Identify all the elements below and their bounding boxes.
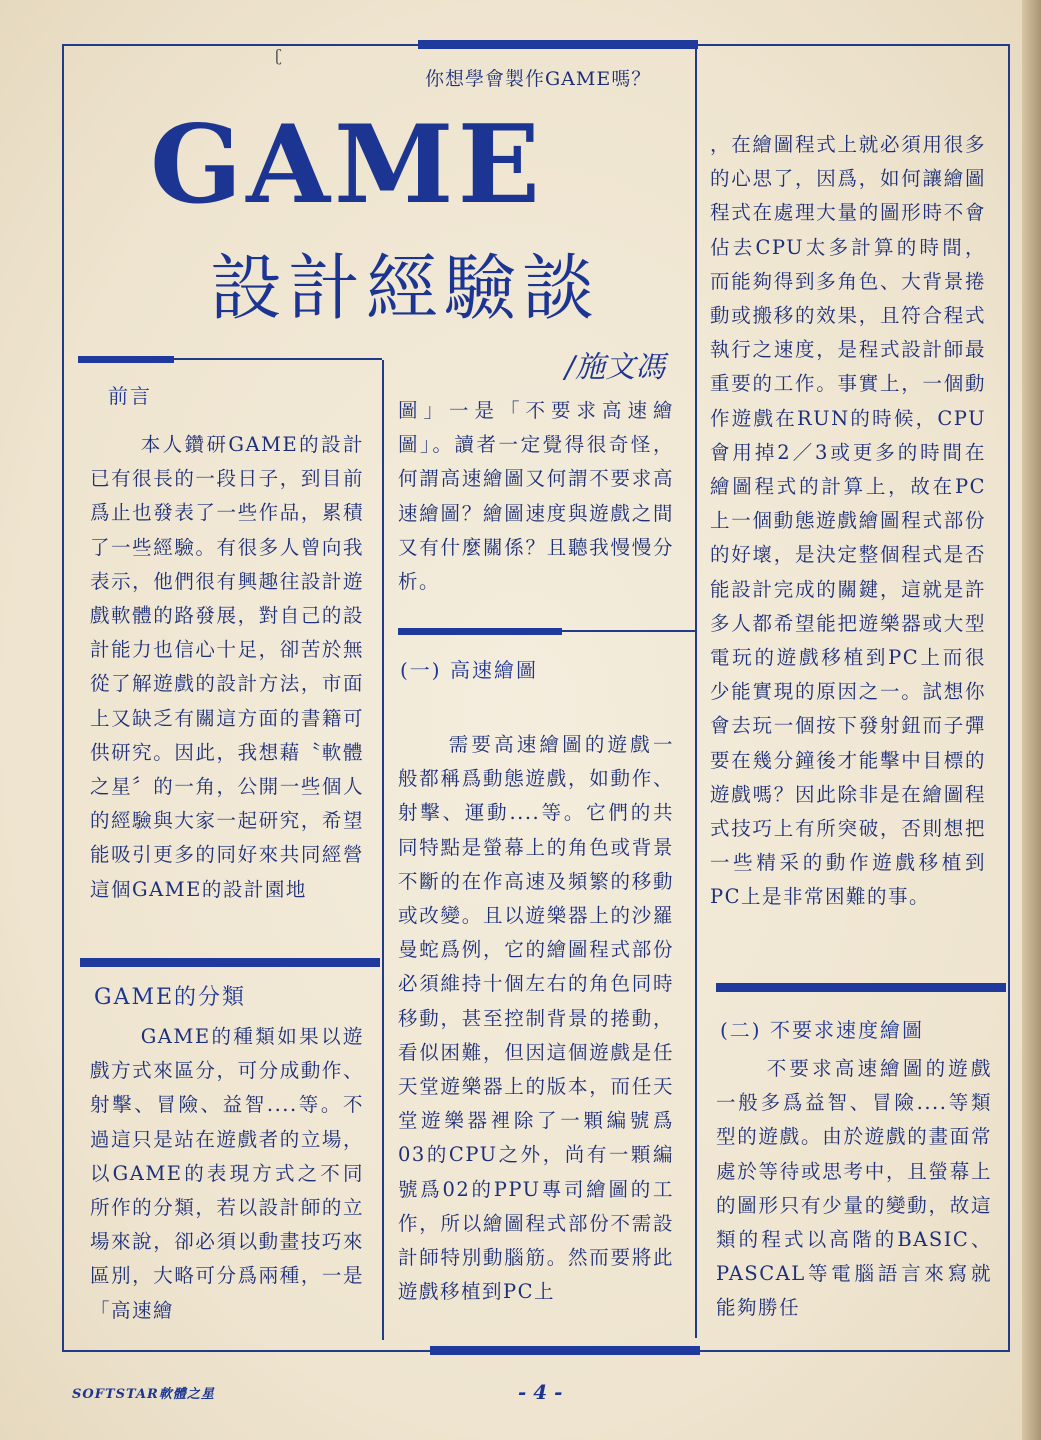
magazine-name: SOFTSTAR軟體之星 <box>72 1387 215 1402</box>
continuation-paragraph: 圖」一是「不要求高速繪圖」。讀者一定覺得很奇怪，何謂高速繪圖又何謂不要求高速繪圖？繪圖速度與遊戲之間又有什麼關係？且聽我慢慢分析。 <box>398 399 674 594</box>
column-rule-1 <box>382 360 384 1340</box>
pencil-mark: ʗ <box>275 46 282 65</box>
preface-paragraph: 本人鑽研GAME的設計已有很長的一段日子，到目前爲止也發表了一些作品，累積了一些經驗。有很多人曾向我表示，他們很有興趣往設計遊戲軟體的路發展，對自己的設計能力也信心十足，卻苦於無從了解遊戲的設計方法，市面上又缺乏有關這方面的書籍可供研究。因此，我想藉〝軟體之星〞的一角，公開一些個人的經驗與大家一起研究，希望能吸引更多的同好來共同經營這個GAME的設計園地 <box>90 433 364 901</box>
bottom-bar <box>430 1346 700 1355</box>
nospeed-heading: (二) 不要求速度繪圖 <box>720 1018 924 1042</box>
preface-heading: 前言 <box>108 384 152 408</box>
column-1-bottom <box>90 1020 364 1328</box>
column-1-top <box>90 428 364 907</box>
highspeed-heading: (一) 高速繪圖 <box>400 658 538 682</box>
highspeed-rule <box>562 630 695 632</box>
preface-bar <box>78 356 174 363</box>
column-3-bottom <box>716 1052 992 1326</box>
page-title: GAME <box>150 102 544 228</box>
page-number: - 4 - <box>518 1380 563 1404</box>
nospeed-bar <box>716 983 1006 992</box>
column-rule-2 <box>695 48 697 1338</box>
paper-edge <box>1022 0 1041 1440</box>
kicker-text: 你想學會製作GAME嗎？ <box>425 68 652 90</box>
nospeed-paragraph: 不要求高速繪圖的遊戲一般多爲益智、冒險....等類型的遊戲。由於遊戲的畫面常處於等待或思考中，且螢幕上的圖形只有少量的變動，故這類的程式以高階的BASIC、PASCAL等電腦語言來寫就能夠勝任 <box>716 1057 992 1320</box>
top-bar <box>418 40 698 49</box>
author-byline: /施文馮 <box>565 350 666 385</box>
page-subtitle: 設計經驗談 <box>210 246 601 330</box>
preface-rule <box>174 358 382 360</box>
classification-bar <box>80 958 380 967</box>
highspeed-paragraph: 需要高速繪圖的遊戲一般都稱爲動態遊戲，如動作、射擊、運動....等。它們的共同特點是螢幕上的角色或背景不斷的在作高速及頻繁的移動或改變。且以遊樂器上的沙羅曼蛇爲例，它的繪圖程式部份必須維持十個左右的角色同時移動，甚至控制背景的捲動，看似困難，但因這個遊戲是任天堂遊樂器上的版本，而任天堂遊樂器裡除了一顆編號爲03的CPU之外，尚有一顆編號爲02的PPU專司繪圖的工作，所以繪圖程式部份不需設計師特別動腦筋。然而要將此遊戲移植到PC上 <box>398 733 674 1304</box>
highspeed-bar <box>398 628 562 635</box>
classification-paragraph: GAME的種類如果以遊戲方式來區分，可分成動作、射擊、冒險、益智....等。不過這只是站在遊戲者的立場，以GAME的表現方式之不同所作的分類，若以設計師的立場來說，卻必須以動畫技巧來區別，大略可分爲兩種，一是「高速繪 <box>90 1025 364 1322</box>
classification-heading: GAME的分類 <box>94 985 247 1010</box>
highspeed-continuation-paragraph: ，在繪圖程式上就必須用很多的心思了，因爲，如何讓繪圖程式在處理大量的圖形時不會佔去CPU太多計算的時間，而能夠得到多角色、大背景捲動或搬移的效果，且符合程式執行之速度，是程式設計師最重要的工作。事實上，一個動作遊戲在RUN的時候，CPU會用掉2／3或更多的時間在繪圖程式的計算上，故在PC上一個動態遊戲繪圖程式部份的好壞，是決定整個程式是否能設計完成的關鍵，這就是許多人都希望能把遊樂器或大型電玩的遊戲移植到PC上而很少能實現的原因之一。試想你會去玩一個按下發射鈕而子彈要在幾分鐘後才能擊中目標的遊戲嗎？因此除非是在繪圖程式技巧上有所突破，否則想把一些精采的動作遊戲移植到PC上是非常困難的事。 <box>710 133 986 909</box>
column-3-top <box>710 128 986 915</box>
column-2-top <box>398 394 674 599</box>
column-2-bottom <box>398 728 674 1309</box>
